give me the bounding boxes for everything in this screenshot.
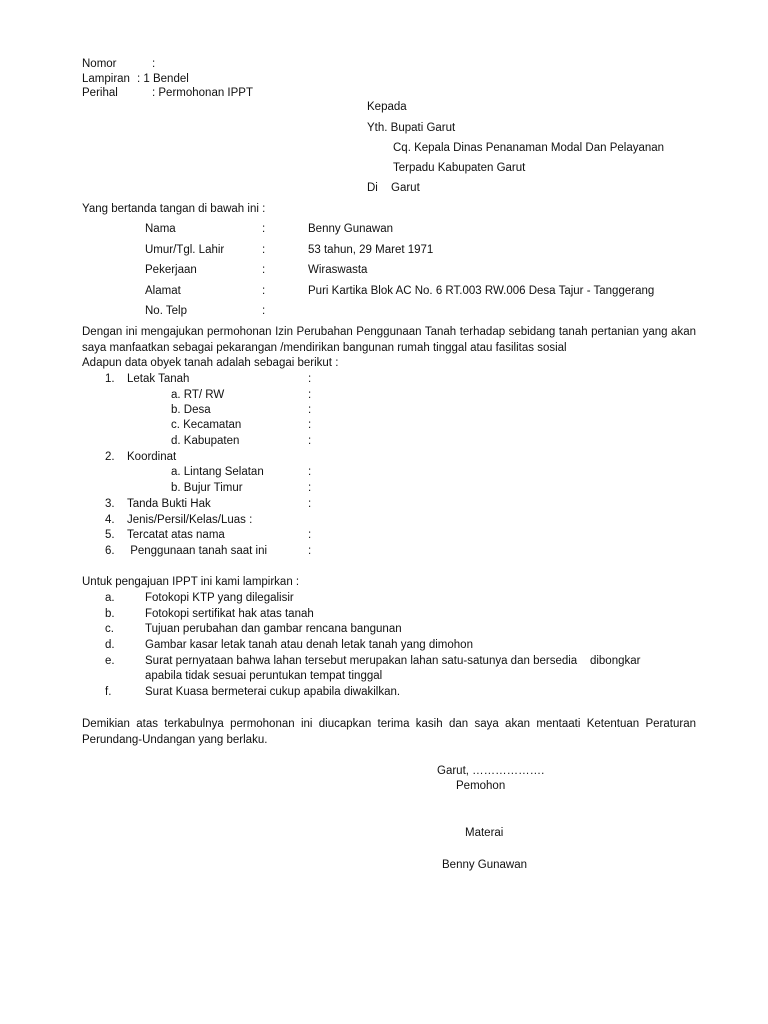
signature-name: Benny Gunawan [442,859,528,871]
recipient-kepada: Kepada [367,101,407,113]
attachment-letter: b. [105,608,115,620]
perihal-value: : Permohonan IPPT [152,87,253,99]
object-item-label: a. Lintang Selatan [171,466,264,478]
object-item-label: c. Kecamatan [171,419,242,431]
attachment-letter: c. [105,623,114,635]
identity-colon: : [262,285,266,297]
object-item-colon: : [308,404,312,416]
attachment-text: Tujuan perubahan dan gambar rencana bangunan [145,623,402,635]
object-item-colon: : [308,435,312,447]
object-item-colon: : [308,466,312,478]
intro-text: Yang bertanda tangan di bawah ini : [82,203,266,215]
signature-materai: Materai [465,827,504,839]
attachment-text: Fotokopi KTP yang dilegalisir [145,592,294,604]
attachment-text: Surat pernyataan bahwa lahan tersebut merupakan lahan satu-satunya dan bersedia dibongkar [145,655,641,667]
object-item-num: 1. [105,373,115,385]
attachments-intro: Untuk pengajuan IPPT ini kami lampirkan : [82,576,300,588]
object-item-num: 4. [105,514,115,526]
object-item-num: 3. [105,498,115,510]
identity-label: Umur/Tgl. Lahir [145,244,225,256]
lampiran-value: : 1 Bendel [137,73,189,85]
identity-label: No. Telp [145,305,187,317]
attachment-text: Surat Kuasa bermeterai cukup apabila diwakilkan. [145,686,401,698]
signature-place-date: Garut, ………………. [437,765,545,777]
object-item-colon: : [308,419,312,431]
object-item-label: Penggunaan tanah saat ini [127,545,268,557]
attachment-text: Fotokopi sertifikat hak atas tanah [145,608,314,620]
attachment-letter: e. [105,655,115,667]
recipient-line3: Terpadu Kabupaten Garut [393,162,526,174]
request-paragraph: Dengan ini mengajukan permohonan Izin Perubahan Penggunaan Tanah terhadap sebidang tanah pertanian yang akan saya manfaatkan sebagai pekarangan /mendirikan bangunan rumah tinggal atau fasilitas sosial [82,326,696,354]
object-item-label: b. Bujur Timur [171,482,243,494]
object-item-num: 2. [105,451,115,463]
object-item-colon: : [308,389,312,401]
attachment-text-continued: apabila tidak sesuai peruntukan tempat tinggal [145,670,383,682]
identity-label: Nama [145,223,176,235]
recipient-line2: Cq. Kepala Dinas Penanaman Modal Dan Pelayanan [393,142,665,154]
object-item-label: Koordinat [127,451,177,463]
attachment-letter: a. [105,592,115,604]
identity-colon: : [262,305,266,317]
object-item-colon: : [308,482,312,494]
object-item-colon: : [308,545,312,557]
object-item-label: Tanda Bukti Hak [127,498,211,510]
object-item-num: 5. [105,529,115,541]
object-item-label: a. RT/ RW [171,389,225,401]
object-item-label: Letak Tanah [127,373,190,385]
recipient-line1: Yth. Bupati Garut [367,122,456,134]
nomor-label: Nomor [82,58,117,70]
object-item-colon: : [308,498,312,510]
object-item-label: Tercatat atas nama [127,529,225,541]
identity-value: Puri Kartika Blok AC No. 6 RT.003 RW.006 Desa Tajur - Tanggerang [308,285,655,297]
object-item-colon: : [308,529,312,541]
identity-colon: : [262,244,266,256]
signature-role: Pemohon [456,780,506,792]
lampiran-label: Lampiran [82,73,130,85]
identity-colon: : [262,223,266,235]
attachment-letter: d. [105,639,115,651]
recipient-di-value: Garut [391,182,420,194]
recipient-di-label: Di [367,182,378,194]
perihal-label: Perihal [82,87,118,99]
object-item-label: b. Desa [171,404,211,416]
attachment-letter: f. [105,686,112,698]
object-item-num: 6. [105,545,115,557]
identity-value: Wiraswasta [308,264,368,276]
attachment-text: Gambar kasar letak tanah atau denah letak tanah yang dimohon [145,639,473,651]
identity-value: Benny Gunawan [308,223,394,235]
object-item-label: Jenis/Persil/Kelas/Luas : [127,514,253,526]
identity-label: Pekerjaan [145,264,197,276]
object-intro: Adapun data obyek tanah adalah sebagai berikut : [82,357,339,369]
identity-label: Alamat [145,285,181,297]
identity-value: 53 tahun, 29 Maret 1971 [308,244,434,256]
nomor-colon: : [152,58,156,70]
closing-paragraph: Demikian atas terkabulnya permohonan ini diucapkan terima kasih dan saya akan mentaati Ketentuan Peraturan Perundang-Undangan yang berlaku. [82,718,696,746]
object-item-colon: : [308,373,312,385]
object-item-label: d. Kabupaten [171,435,240,447]
identity-colon: : [262,264,266,276]
